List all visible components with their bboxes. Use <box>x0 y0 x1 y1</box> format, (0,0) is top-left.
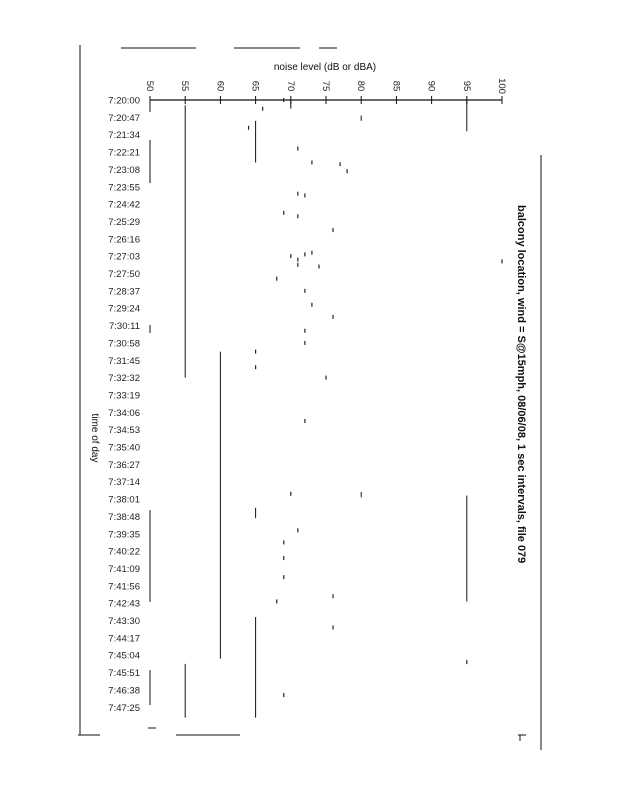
data-point <box>283 211 284 215</box>
data-point <box>283 575 284 579</box>
time-tick-label: 7:28:37 <box>108 286 140 298</box>
data-point <box>290 492 291 496</box>
data-point <box>297 258 298 262</box>
time-tick-label: 7:47:25 <box>108 702 140 714</box>
time-tick-label: 7:34:53 <box>108 425 140 437</box>
data-point <box>290 254 291 258</box>
time-tick-label: 7:40:22 <box>108 546 140 558</box>
time-tick-label: 7:27:03 <box>108 251 140 263</box>
data-point <box>297 192 298 196</box>
time-tick-label: 7:24:42 <box>108 199 140 211</box>
data-point <box>297 263 298 267</box>
value-tick-label: 70 <box>284 80 296 92</box>
time-tick-label: 7:27:50 <box>108 269 140 280</box>
data-point <box>262 107 263 111</box>
data-point <box>276 277 277 281</box>
time-tick-label: 7:33:19 <box>108 390 140 402</box>
value-tick-label: 50 <box>144 80 155 92</box>
data-point <box>304 252 305 256</box>
time-tick-label: 7:35:40 <box>108 442 140 454</box>
data-point <box>332 594 333 598</box>
time-tick-label: 7:22:21 <box>108 147 140 159</box>
time-tick-label: 7:23:55 <box>108 182 140 194</box>
time-tick-label: 7:20:00 <box>108 95 140 107</box>
value-tick-label: 65 <box>249 80 261 92</box>
value-tick-label: 60 <box>214 80 226 92</box>
data-point <box>311 160 312 164</box>
time-tick-label: 7:37:14 <box>108 477 140 489</box>
value-tick-label: 90 <box>425 80 437 92</box>
data-point <box>283 693 284 697</box>
data-point <box>304 329 305 333</box>
time-tick-label: 7:46:38 <box>108 685 140 697</box>
time-tick-label: 7:23:08 <box>108 164 140 176</box>
time-tick-label: 7:45:04 <box>108 650 140 662</box>
data-point <box>297 214 298 218</box>
data-segments <box>185 100 467 718</box>
time-tick-label: 7:41:56 <box>108 581 140 593</box>
time-tick-label: 7:25:29 <box>108 216 140 228</box>
value-tick-label: 80 <box>355 80 367 92</box>
time-tick-label: 7:31:45 <box>108 355 140 367</box>
data-point <box>283 540 284 544</box>
value-tick-label: 75 <box>320 80 331 92</box>
data-point <box>304 289 305 293</box>
data-point <box>276 599 277 603</box>
data-point <box>501 259 502 263</box>
time-tick-label: 7:26:16 <box>108 234 140 246</box>
time-tick-label: 7:30:58 <box>108 338 140 350</box>
time-tick-label: 7:43:30 <box>108 616 140 627</box>
time-axis-title: time of day <box>89 413 100 463</box>
time-tick-label: 7:30:11 <box>109 321 140 333</box>
data-point <box>466 660 467 664</box>
time-tick-label: 7:34:06 <box>108 407 140 419</box>
time-tick-label: 7:21:34 <box>108 130 140 142</box>
data-point <box>248 126 249 130</box>
value-tick-label: 55 <box>179 80 191 92</box>
data-points <box>248 98 503 697</box>
data-point <box>332 228 333 232</box>
time-tick-label: 7:20:47 <box>108 112 140 124</box>
data-point <box>255 350 256 354</box>
time-labels <box>108 96 140 714</box>
data-point <box>339 162 340 166</box>
data-point <box>297 147 298 151</box>
time-tick-label: 7:36:27 <box>108 459 140 471</box>
data-point <box>304 193 305 197</box>
time-tick-label: 7:38:01 <box>108 494 140 506</box>
data-point <box>297 528 298 532</box>
time-tick-label: 7:44:17 <box>108 633 140 645</box>
data-point <box>304 419 305 423</box>
value-tick-label: 100 <box>496 78 507 94</box>
scan-artifacts <box>78 45 541 750</box>
time-tick-label: 7:38:48 <box>108 511 140 523</box>
chart-title: balcony location, wind = S@15mph, 08/06/08, 1 sec intervals, file 079 <box>515 205 527 564</box>
data-point <box>283 98 284 102</box>
data-point <box>255 365 256 369</box>
data-point <box>332 625 333 629</box>
time-tick-label: 7:45:51 <box>108 668 140 680</box>
value-axis-title: noise level (dB or dBA) <box>273 62 377 73</box>
data-point <box>304 341 305 345</box>
data-point <box>311 303 312 307</box>
time-tick-label: 7:41:09 <box>108 563 140 575</box>
time-tick-label: 7:42:43 <box>108 598 140 610</box>
data-point <box>332 315 333 319</box>
data-point <box>311 251 312 255</box>
time-tick-label: 7:39:35 <box>108 529 140 541</box>
value-tick-label: 85 <box>390 80 402 92</box>
data-point <box>347 169 348 173</box>
time-tick-label: 7:32:32 <box>108 373 140 385</box>
data-point <box>283 556 284 560</box>
time-tick-label: 7:29:24 <box>108 303 140 315</box>
data-point <box>318 265 319 269</box>
value-tick-label: 95 <box>460 80 472 92</box>
data-point <box>325 376 326 380</box>
